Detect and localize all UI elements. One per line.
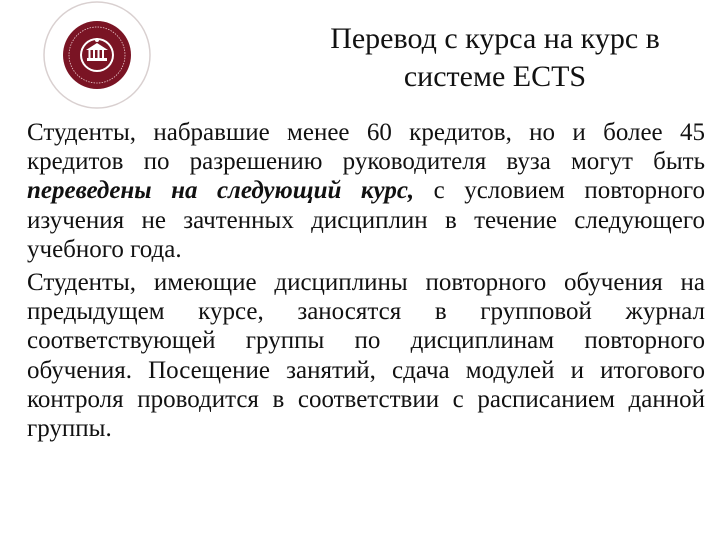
slide-title-line-2: системе ECTS xyxy=(403,60,587,93)
paragraph-1-emphasis: переведены на следующий курс, xyxy=(27,177,415,205)
university-seal-icon xyxy=(42,0,152,110)
paragraph-1-text-end: с условием повторного изучения не зачтенных дисциплин в течение следующего учебного года. xyxy=(27,177,705,263)
paragraph-2: Студенты, имеющие дисциплины повторного обучения на предыдущем курсе, заносятся в групповой журнал соответствующей группы по дисциплинам повторного обучения. Посещение занятий, сдача модулей и итогового контроля проводится в соответствии с расписанием данной группы. xyxy=(27,269,705,443)
paragraph-1-text-start: Студенты, набравшие менее 60 кредитов, но и более 45 кредитов по разрешению руководителя вуза могут быть xyxy=(27,119,705,176)
slide-title-line-1: Перевод с курса на курс в xyxy=(330,22,660,55)
slide-title xyxy=(300,20,690,96)
slide-body xyxy=(27,118,705,443)
paragraph-1 xyxy=(27,118,705,264)
